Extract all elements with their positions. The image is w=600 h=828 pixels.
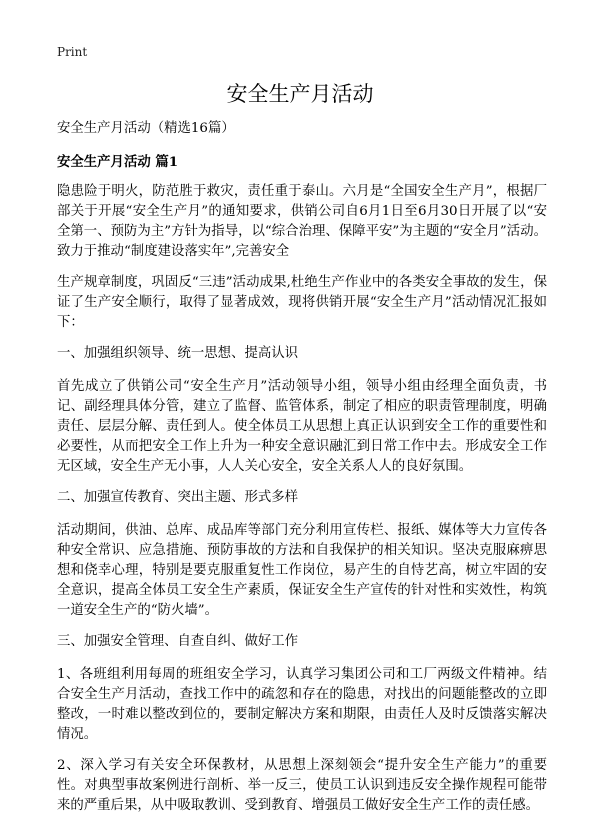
heading-part-three: 三、加强安全管理、自查自纠、做好工作 (57, 634, 299, 649)
document-title: 安全生产月活动 (226, 82, 374, 106)
heading-part-one: 一、加强组织领导、统一思想、提高认识 (57, 346, 299, 361)
paragraph-part-two: 活动期间，供油、总库、成品库等部门充分利用宣传栏、报纸、媒体等大力宣传各种安全常识、应急措施、预防事故的方法和自我保护的相关知识。坚决克服麻痹思想和侥幸心理，特别是要克服重复性工作岗位，易产生的自恃艺高，树立牢固的安全意识，提高全体员工安全生产素质，保证安全生产宣传的针对性和实效性，构筑一道安全生产的“防火墙”。 (57, 523, 547, 618)
heading-part-two: 二、加强宣传教育、突出主题、形式多样 (57, 490, 299, 505)
section-heading: 安全生产月活动 篇1 (57, 154, 179, 170)
paragraph-intro: 隐患险于明火，防范胜于救灾，责任重于泰山。六月是“全国安全生产月”，根据厂部关于开展“安全生产月”的通知要求，供销公司自6月1日至6月30日开展了以“安全第一、预防为主”方针为指导，以“综合治理、保障平安”为主题的“安全月”活动。致力于推动“制度建设落实年”,完善安全 (57, 184, 547, 259)
document-subtitle: 安全生产月活动（精选16篇） (57, 121, 235, 136)
print-link[interactable]: Print (57, 45, 88, 59)
document-body (57, 119, 547, 816)
paragraph-item-two: 2、深入学习有关安全环保教材，从思想上深刻领会“提升安全生产能力”的重要性。对典型事故案例进行剖析、举一反三，使员工认识到违反安全操作规程可能带来的严重后果，从中吸取教训、受到教育、增强员工做好安全生产工作的责任感。 (57, 758, 547, 813)
paragraph-continuation: 生产规章制度，巩固反“三违”活动成果,杜绝生产作业中的各类安全事故的发生，保证了生产安全顺行，取得了显著成效，现将供销开展“安全生产月”活动情况汇报如下： (57, 275, 547, 330)
paragraph-item-one: 1、各班组利用每周的班组安全学习，认真学习集团公司和工厂两级文件精神。结合安全生产月活动，查找工作中的疏忽和存在的隐患，对找出的问题能整改的立即整改，一时难以整改到位的，要制定解决方案和期限，由责任人及时反馈落实解决情况。 (57, 667, 547, 742)
paragraph-part-one: 首先成立了供销公司“安全生产月”活动领导小组，领导小组由经理全面负责，书记、副经理具体分管，建立了监督、监管体系，制定了相应的职责管理制度，明确责任、层层分解、责任到人。使全体员工从思想上真正认识到安全工作的重要性和必要性，从而把安全工作上升为一种安全意识融汇到日常工作中去。形成安全工作无区域，安全生产无小事，人人关心安全，安全关系人人的良好氛围。 (57, 379, 547, 474)
